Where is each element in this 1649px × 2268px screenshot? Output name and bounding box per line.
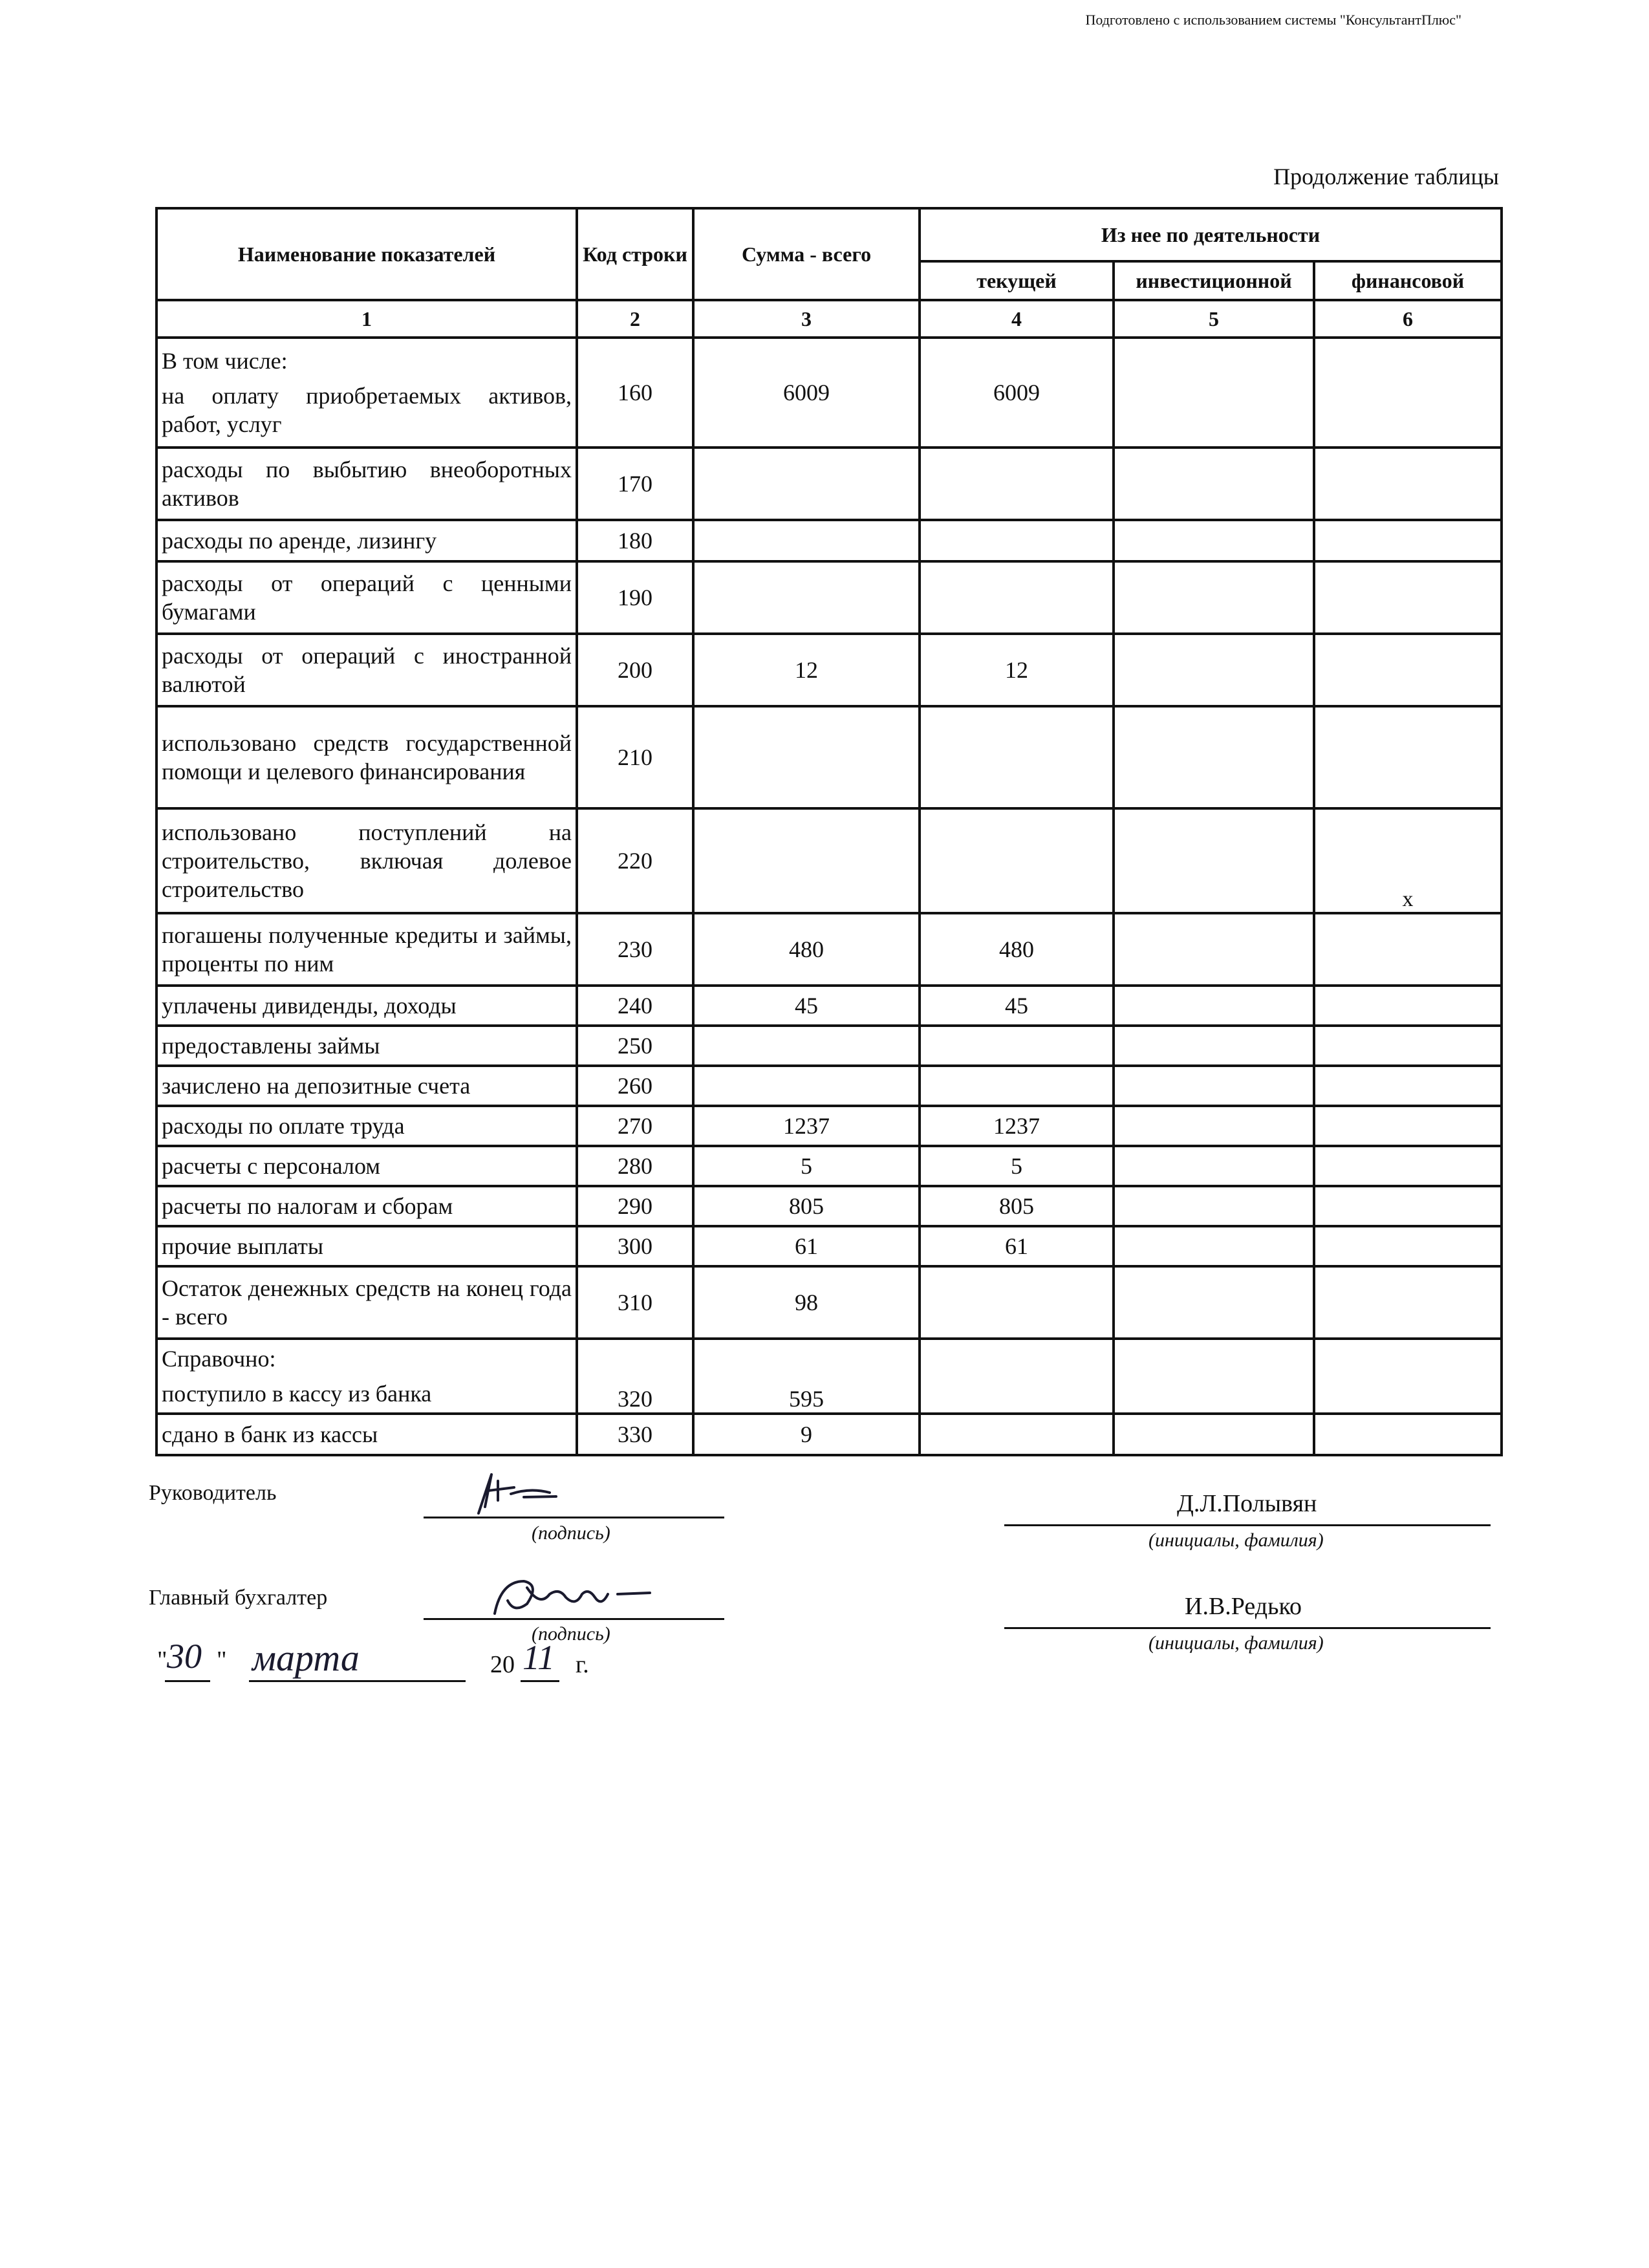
row-name-cell [156, 1339, 577, 1414]
header-by-activity: Из нее по деятельности [920, 208, 1502, 261]
row-name: зачислено на депозитные счета [156, 1066, 577, 1106]
accountant-signature-image [488, 1568, 656, 1620]
row-financial [1314, 1066, 1502, 1106]
row-name: поступило в кассу из банка [162, 1381, 432, 1407]
row-name-cell [156, 338, 577, 448]
row-investment [1114, 1414, 1314, 1455]
row-financial [1314, 986, 1502, 1026]
row-total [693, 561, 920, 634]
table-row [156, 1339, 1502, 1414]
header-total: Сумма - всего [693, 208, 920, 300]
table-row [156, 1414, 1502, 1455]
row-investment [1114, 1226, 1314, 1266]
row-current [920, 520, 1114, 561]
row-name: расходы по оплате труда [156, 1106, 577, 1146]
head-label: Руководитель [149, 1481, 277, 1505]
row-financial [1314, 1226, 1502, 1266]
date-month-line [249, 1680, 466, 1682]
head-signature-line [424, 1517, 724, 1518]
date-year-prefix: 20 [490, 1651, 515, 1678]
row-financial [1314, 1414, 1502, 1455]
row-financial [1314, 1266, 1502, 1339]
row-name: сдано в банк из кассы [156, 1414, 577, 1455]
table-row [156, 338, 1502, 448]
row-current: 480 [920, 913, 1114, 986]
row-financial [1314, 338, 1502, 448]
row-current [920, 448, 1114, 520]
date-close-quote: " [217, 1647, 227, 1674]
row-name: расходы от операций с ценными бумагами [156, 561, 577, 634]
row-name: расходы от операций с иностранной валютой [156, 634, 577, 706]
row-financial [1314, 913, 1502, 986]
row-name: расходы по выбытию внеоборотных активов [156, 448, 577, 520]
row-investment [1114, 1186, 1314, 1226]
row-total [693, 808, 920, 913]
row-current [920, 1026, 1114, 1066]
row-financial [1314, 1186, 1502, 1226]
row-investment [1114, 338, 1314, 448]
row-total [693, 1026, 920, 1066]
row-name: расходы по аренде, лизингу [156, 520, 577, 561]
head-name-caption: (инициалы, фамилия) [1148, 1529, 1324, 1551]
column-number: 3 [693, 300, 920, 338]
row-code: 290 [577, 1186, 693, 1226]
header-note: Подготовлено с использованием системы "КонсультантПлюс" [1085, 12, 1461, 28]
accountant-name-line [1004, 1627, 1491, 1629]
header-financial: финансовой [1314, 261, 1502, 300]
head-signature-caption: (подпись) [532, 1522, 610, 1544]
row-current: 61 [920, 1226, 1114, 1266]
row-financial [1314, 1339, 1502, 1414]
column-number: 2 [577, 300, 693, 338]
row-investment [1114, 1026, 1314, 1066]
header-current: текущей [920, 261, 1114, 300]
row-code: 270 [577, 1106, 693, 1146]
row-total: 9 [693, 1414, 920, 1455]
row-total: 805 [693, 1186, 920, 1226]
row-investment [1114, 1066, 1314, 1106]
table-row [156, 520, 1502, 561]
column-number: 5 [1114, 300, 1314, 338]
row-intro: Справочно: [162, 1346, 276, 1372]
table-row [156, 1106, 1502, 1146]
row-financial [1314, 634, 1502, 706]
continuation-label: Продолжение таблицы [1273, 164, 1499, 189]
date-year-suffix: 11 [523, 1638, 555, 1677]
row-current [920, 1066, 1114, 1106]
accountant-label: Главный бухгалтер [149, 1586, 328, 1610]
accountant-name: И.В.Редько [1185, 1593, 1302, 1620]
head-name: Д.Л.Полывян [1177, 1490, 1317, 1517]
row-financial [1314, 706, 1502, 808]
row-total: 595 [693, 1339, 920, 1414]
row-current [920, 561, 1114, 634]
row-investment [1114, 913, 1314, 986]
row-code: 300 [577, 1226, 693, 1266]
row-code: 200 [577, 634, 693, 706]
row-code: 230 [577, 913, 693, 986]
row-total: 6009 [693, 338, 920, 448]
row-code: 310 [577, 1266, 693, 1339]
header-name: Наименование показателей [156, 208, 577, 300]
row-financial-cell [1314, 808, 1502, 913]
cash-flow-table [155, 207, 1503, 1456]
row-name: погашены полученные кредиты и займы, проценты по ним [156, 913, 577, 986]
row-code: 260 [577, 1066, 693, 1106]
head-signature-image [453, 1468, 569, 1520]
row-total: 12 [693, 634, 920, 706]
row-investment [1114, 561, 1314, 634]
row-total [693, 448, 920, 520]
row-code: 320 [577, 1339, 693, 1414]
row-current [920, 808, 1114, 913]
row-name: Остаток денежных средств на конец года - всего [156, 1266, 577, 1339]
row-total [693, 706, 920, 808]
row-financial [1314, 561, 1502, 634]
row-investment [1114, 1106, 1314, 1146]
row-total [693, 1066, 920, 1106]
column-number: 4 [920, 300, 1114, 338]
row-investment [1114, 634, 1314, 706]
table-row [156, 986, 1502, 1026]
row-code: 220 [577, 808, 693, 913]
row-code: 180 [577, 520, 693, 561]
row-current: 6009 [920, 338, 1114, 448]
row-investment [1114, 520, 1314, 561]
row-code: 210 [577, 706, 693, 808]
table-row [156, 1186, 1502, 1226]
row-investment [1114, 1146, 1314, 1186]
date-month: марта [252, 1637, 360, 1679]
table-row [156, 561, 1502, 634]
row-code: 190 [577, 561, 693, 634]
row-current [920, 1339, 1114, 1414]
row-code: 250 [577, 1026, 693, 1066]
row-code: 280 [577, 1146, 693, 1186]
row-total: 61 [693, 1226, 920, 1266]
row-name: расчеты с персоналом [156, 1146, 577, 1186]
row-investment [1114, 986, 1314, 1026]
table-row [156, 1226, 1502, 1266]
row-financial [1314, 448, 1502, 520]
row-total: 1237 [693, 1106, 920, 1146]
row-current [920, 1266, 1114, 1339]
table-row [156, 1066, 1502, 1106]
row-investment [1114, 706, 1314, 808]
row-code: 160 [577, 338, 693, 448]
row-current [920, 706, 1114, 808]
row-current: 45 [920, 986, 1114, 1026]
table-row [156, 808, 1502, 913]
head-name-line [1004, 1524, 1491, 1526]
table-row [156, 448, 1502, 520]
row-financial [1314, 1026, 1502, 1066]
date-day: 30 [167, 1637, 202, 1676]
table-row [156, 1146, 1502, 1186]
accountant-signature-line [424, 1618, 724, 1620]
table-row [156, 913, 1502, 986]
row-name: использовано средств государственной помощи и целевого финансирования [156, 706, 577, 808]
header-code: Код строки [577, 208, 693, 300]
table-row [156, 1266, 1502, 1339]
row-name: расчеты по налогам и сборам [156, 1186, 577, 1226]
date-open-quote: " [157, 1647, 167, 1674]
row-current [920, 1414, 1114, 1455]
column-number: 6 [1314, 300, 1502, 338]
table-row [156, 634, 1502, 706]
row-current: 12 [920, 634, 1114, 706]
column-number-row [156, 300, 1502, 338]
row-current: 5 [920, 1146, 1114, 1186]
cross-mark: х [1402, 887, 1414, 911]
row-total: 98 [693, 1266, 920, 1339]
row-financial [1314, 1106, 1502, 1146]
row-total: 480 [693, 913, 920, 986]
row-name: прочие выплаты [156, 1226, 577, 1266]
row-name: уплачены дивиденды, доходы [156, 986, 577, 1026]
accountant-name-caption: (инициалы, фамилия) [1148, 1632, 1324, 1654]
date-year-line [521, 1680, 559, 1682]
row-total: 45 [693, 986, 920, 1026]
accountant-signature-caption: (подпись) [532, 1623, 610, 1645]
date-year-unit: г. [576, 1651, 589, 1678]
row-name: предоставлены займы [156, 1026, 577, 1066]
table-row [156, 1026, 1502, 1066]
row-current: 805 [920, 1186, 1114, 1226]
table-row [156, 706, 1502, 808]
row-total [693, 520, 920, 561]
row-current: 1237 [920, 1106, 1114, 1146]
row-investment [1114, 448, 1314, 520]
row-code: 240 [577, 986, 693, 1026]
row-financial [1314, 1146, 1502, 1186]
row-name: на оплату приобретаемых активов, работ, услуг [162, 383, 572, 437]
row-total: 5 [693, 1146, 920, 1186]
row-code: 170 [577, 448, 693, 520]
row-code: 330 [577, 1414, 693, 1455]
row-intro: В том числе: [162, 348, 288, 374]
header-investment: инвестиционной [1114, 261, 1314, 300]
column-number: 1 [156, 300, 577, 338]
date-day-line [165, 1680, 210, 1682]
row-name: использовано поступлений на строительство, включая долевое строительство [156, 808, 577, 913]
row-investment [1114, 1266, 1314, 1339]
row-investment [1114, 1339, 1314, 1414]
row-financial [1314, 520, 1502, 561]
row-investment [1114, 808, 1314, 913]
